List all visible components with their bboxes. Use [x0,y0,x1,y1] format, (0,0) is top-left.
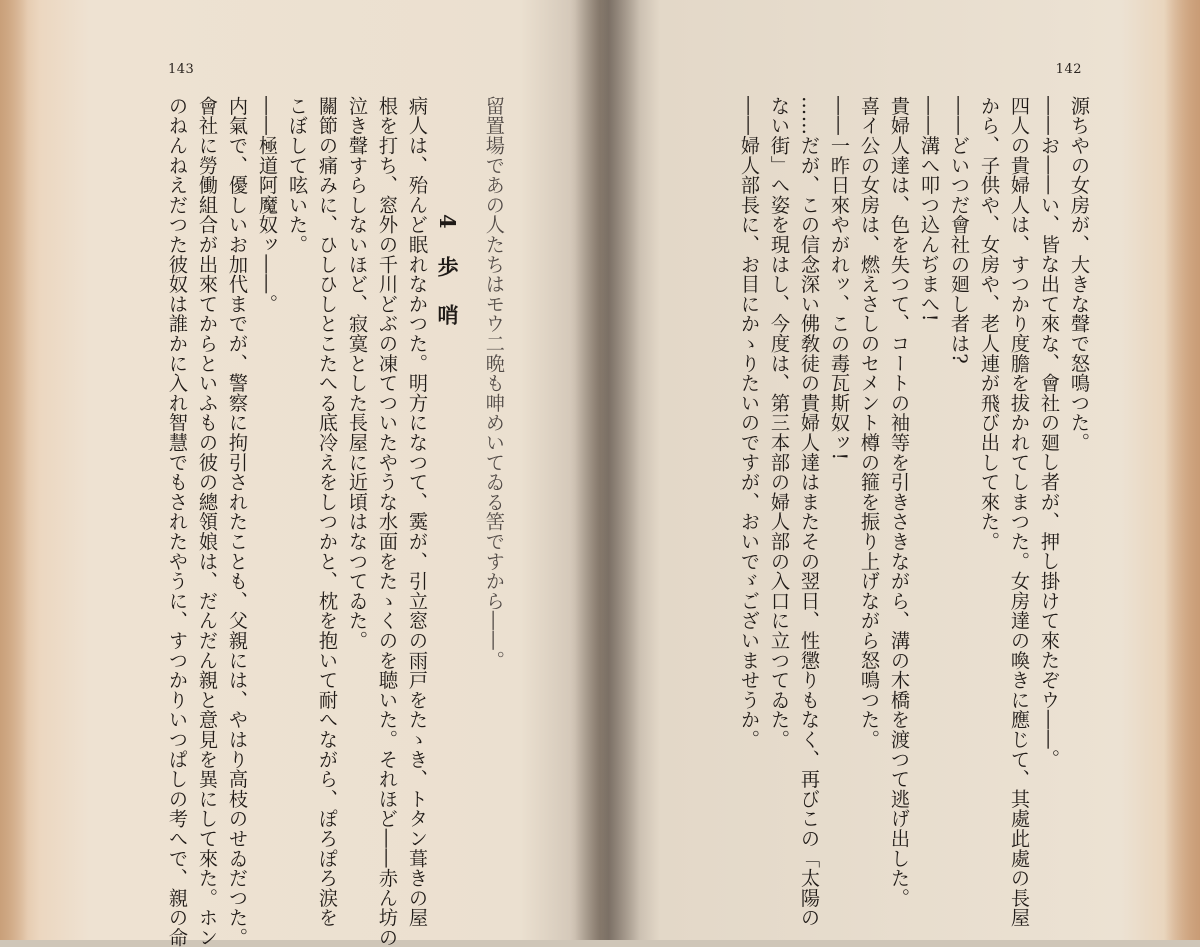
page-number-right: 142 [1055,62,1082,77]
text-line: 關節の痛みに、ひしひしとこたへる底冷えをしつかと、枕を抱いて耐へながら、ぽろぽろ涙を [316,96,340,928]
text-line: ――一昨日來やがれッ、この毒瓦斯奴ッ! [828,96,851,461]
text-line: ――婦人部長に、お目にかゝりたいのですが、おいでゞございませうか。 [738,96,761,750]
text-line: ――極道阿魔奴ッ――。 [256,96,280,314]
text-line [526,96,543,886]
text-line: 會社に勞働組合が出來てからといふもの彼の總領娘は、だんだん親と意見を異にして來た。ホン [196,96,220,947]
text-line: ――溝へ叩つ込んぢまへ! [918,96,941,323]
text-line [509,96,526,886]
text-line [674,96,704,886]
text-line [559,96,576,886]
section-heading: 4 歩 哨 [435,214,461,336]
text-line: 根を打ち、窓外の千川どぶの凍てついたやうな水面をたゝくのを聴いた。それほど――赤ん坊の [376,96,400,947]
text-line: 病人は、殆んど眠れなかつた。明方になつて、霙が、引立窓の雨戸をたゝき、トタン葺きの屋 [406,96,430,928]
text-line: 喜イ公の女房は、燃えさしのセメント樽の箍を振り上げながら怒鳴つた。 [858,96,881,750]
text-line [462,96,479,886]
text-line: 四人の貴婦人は、すつかり度膽を拔かれてしまつた。女房達の喚きに應じて、其處此處の長屋 [1008,96,1031,928]
text-line: ――お――い、皆な出て來な、會社の廻し者が、押し掛けて來たぞウ――。 [1038,96,1061,770]
text-line: ……だが、この信念深い佛敎徒の貴婦人達はまたその翌日、性懲りもなく、再びこの「太陽の [798,96,821,928]
text-line: のねんねえだつた彼奴は誰かに入れ智慧でもされたやうに、すつかりいつぱしの考へで、親の命 [166,96,190,947]
page-number-left: 143 [168,62,195,77]
text-line: ない街」へ姿を現はし、今度は、第三本部の婦人部の入口に立つてゐた。 [768,96,791,750]
text-line: 留置場であの人たちはモウ二晩も呻めいてゐる筈ですから――。 [482,96,506,671]
text-line: ――どいつだ會社の廻し者は? [948,96,971,365]
text-line: こぼして呟いた。 [286,96,310,255]
text-line: 泣き聲すらしないほど、寂寞とした長屋に近頃はなつてゐた。 [346,96,370,651]
text-line: 内氣で、優しいお加代までが、警察に拘引されたことも、父親には、やはり高枝のせゐだつた。 [226,96,250,947]
text-line: 貴婦人達は、色を失つて、コートの袖等を引きさきながら、溝の木橋を渡つて逃げ出した。 [888,96,911,908]
text-line [542,96,559,886]
text-line: から、子供や、女房や、老人連が飛び出して來た。 [978,96,1001,552]
text-line [704,96,734,886]
left-page-text [162,96,576,947]
right-page [600,0,1200,940]
right-page-text [620,96,1094,928]
text-line: 源ちやの女房が、大きな聲で怒鳴つた。 [1068,96,1091,453]
